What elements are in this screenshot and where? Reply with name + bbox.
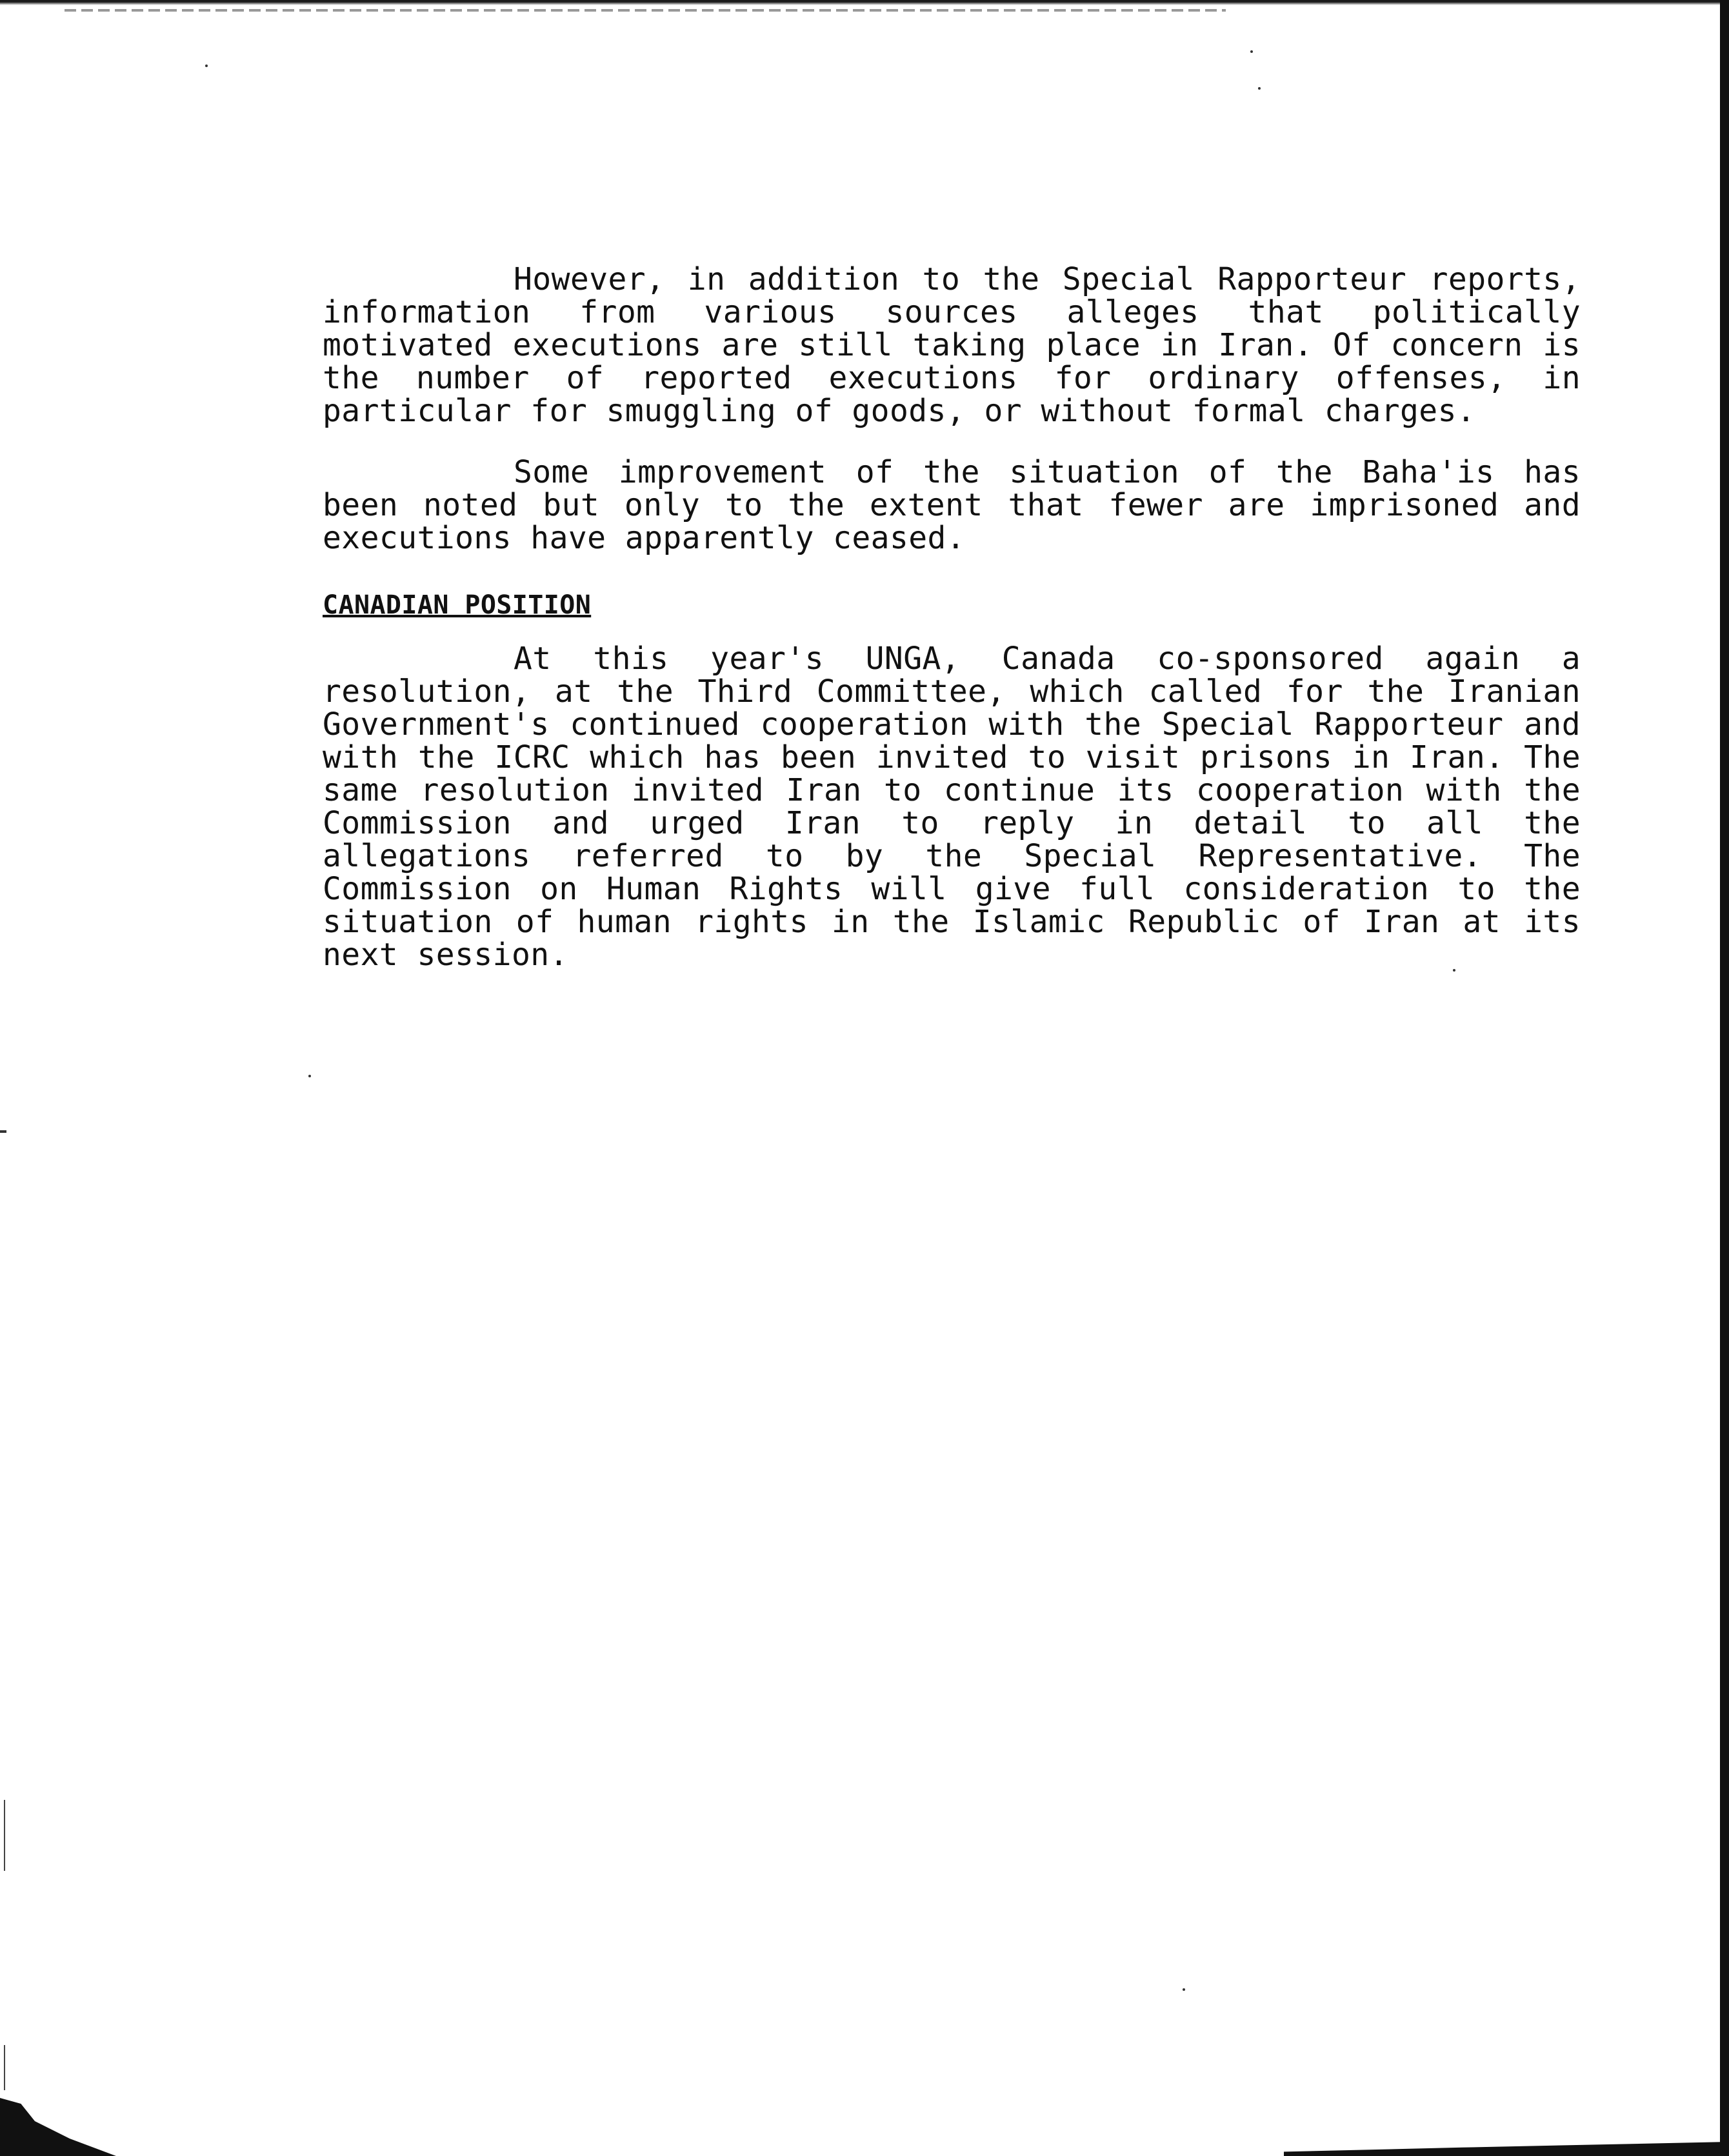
scan-top-artifact (65, 9, 1226, 12)
paragraph-executions: However, in addition to the Special Rapporteur reports, information from various sources alleges that politically motivated executions are still taking place in Iran. Of concern is the number of reported executions for ordinary offenses, in particular for smuggling of goods, or without formal charges. (323, 261, 1581, 429)
scan-speck (308, 1075, 311, 1077)
scan-left-line (4, 1800, 5, 1871)
scan-left-mark (0, 1130, 6, 1133)
scan-speck (205, 65, 208, 67)
scan-speck (1250, 50, 1253, 53)
paragraph-canadian-position: At this year's UNGA, Canada co-sponsored again a resolution, at the Third Committee, which called for the Iranian Government's continued cooperation with the Special Rapporteur and with the ICRC which has been invited to visit prisons in Iran. The same resolution invited Iran to continue its cooperation with the Commission and urged Iran to reply in detail to all the allegations referred to by the Special Representative. The Commission on Human Rights will give full consideration to the situation of human rights in the Islamic Republic of Iran at its next session. (323, 641, 1581, 973)
scan-bottom-edge (1284, 2142, 1729, 2156)
scan-speck (1183, 1988, 1185, 1991)
scan-right-edge (1720, 0, 1729, 2156)
paragraph-bahais: Some improvement of the situation of the Baha'is has been noted but only to the extent that fewer are imprisoned and executions have apparently ceased. (323, 454, 1581, 556)
scan-top-edge (0, 0, 1729, 5)
scan-left-line (4, 2045, 5, 2090)
section-heading: CANADIAN POSITION (323, 590, 592, 620)
scan-speck (1258, 87, 1261, 90)
scan-bottom-left-artifact (0, 2098, 116, 2156)
